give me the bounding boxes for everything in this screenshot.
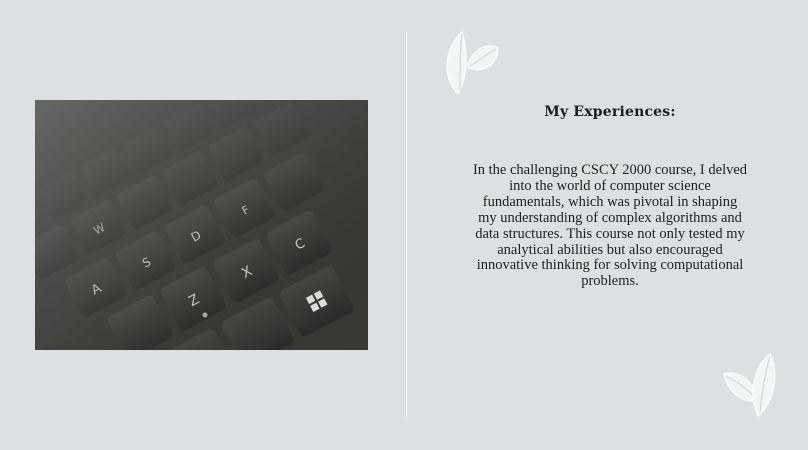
slide-heading: My Experiences: <box>544 104 676 120</box>
keyboard-illustration <box>35 100 368 350</box>
leaf-decoration-icon <box>438 28 504 96</box>
experience-paragraph: In the challenging CSCY 2000 course, I delved into the world of computer science fundamentals, which was pivotal in shaping my understanding of complex algorithms and data structures. This course not only tested my analytical abilities but also encouraged innovative thinking for solving computational problems. <box>472 162 748 290</box>
keyboard-photo <box>35 100 368 350</box>
vertical-divider <box>406 32 407 417</box>
leaf-decoration-icon <box>718 350 782 418</box>
